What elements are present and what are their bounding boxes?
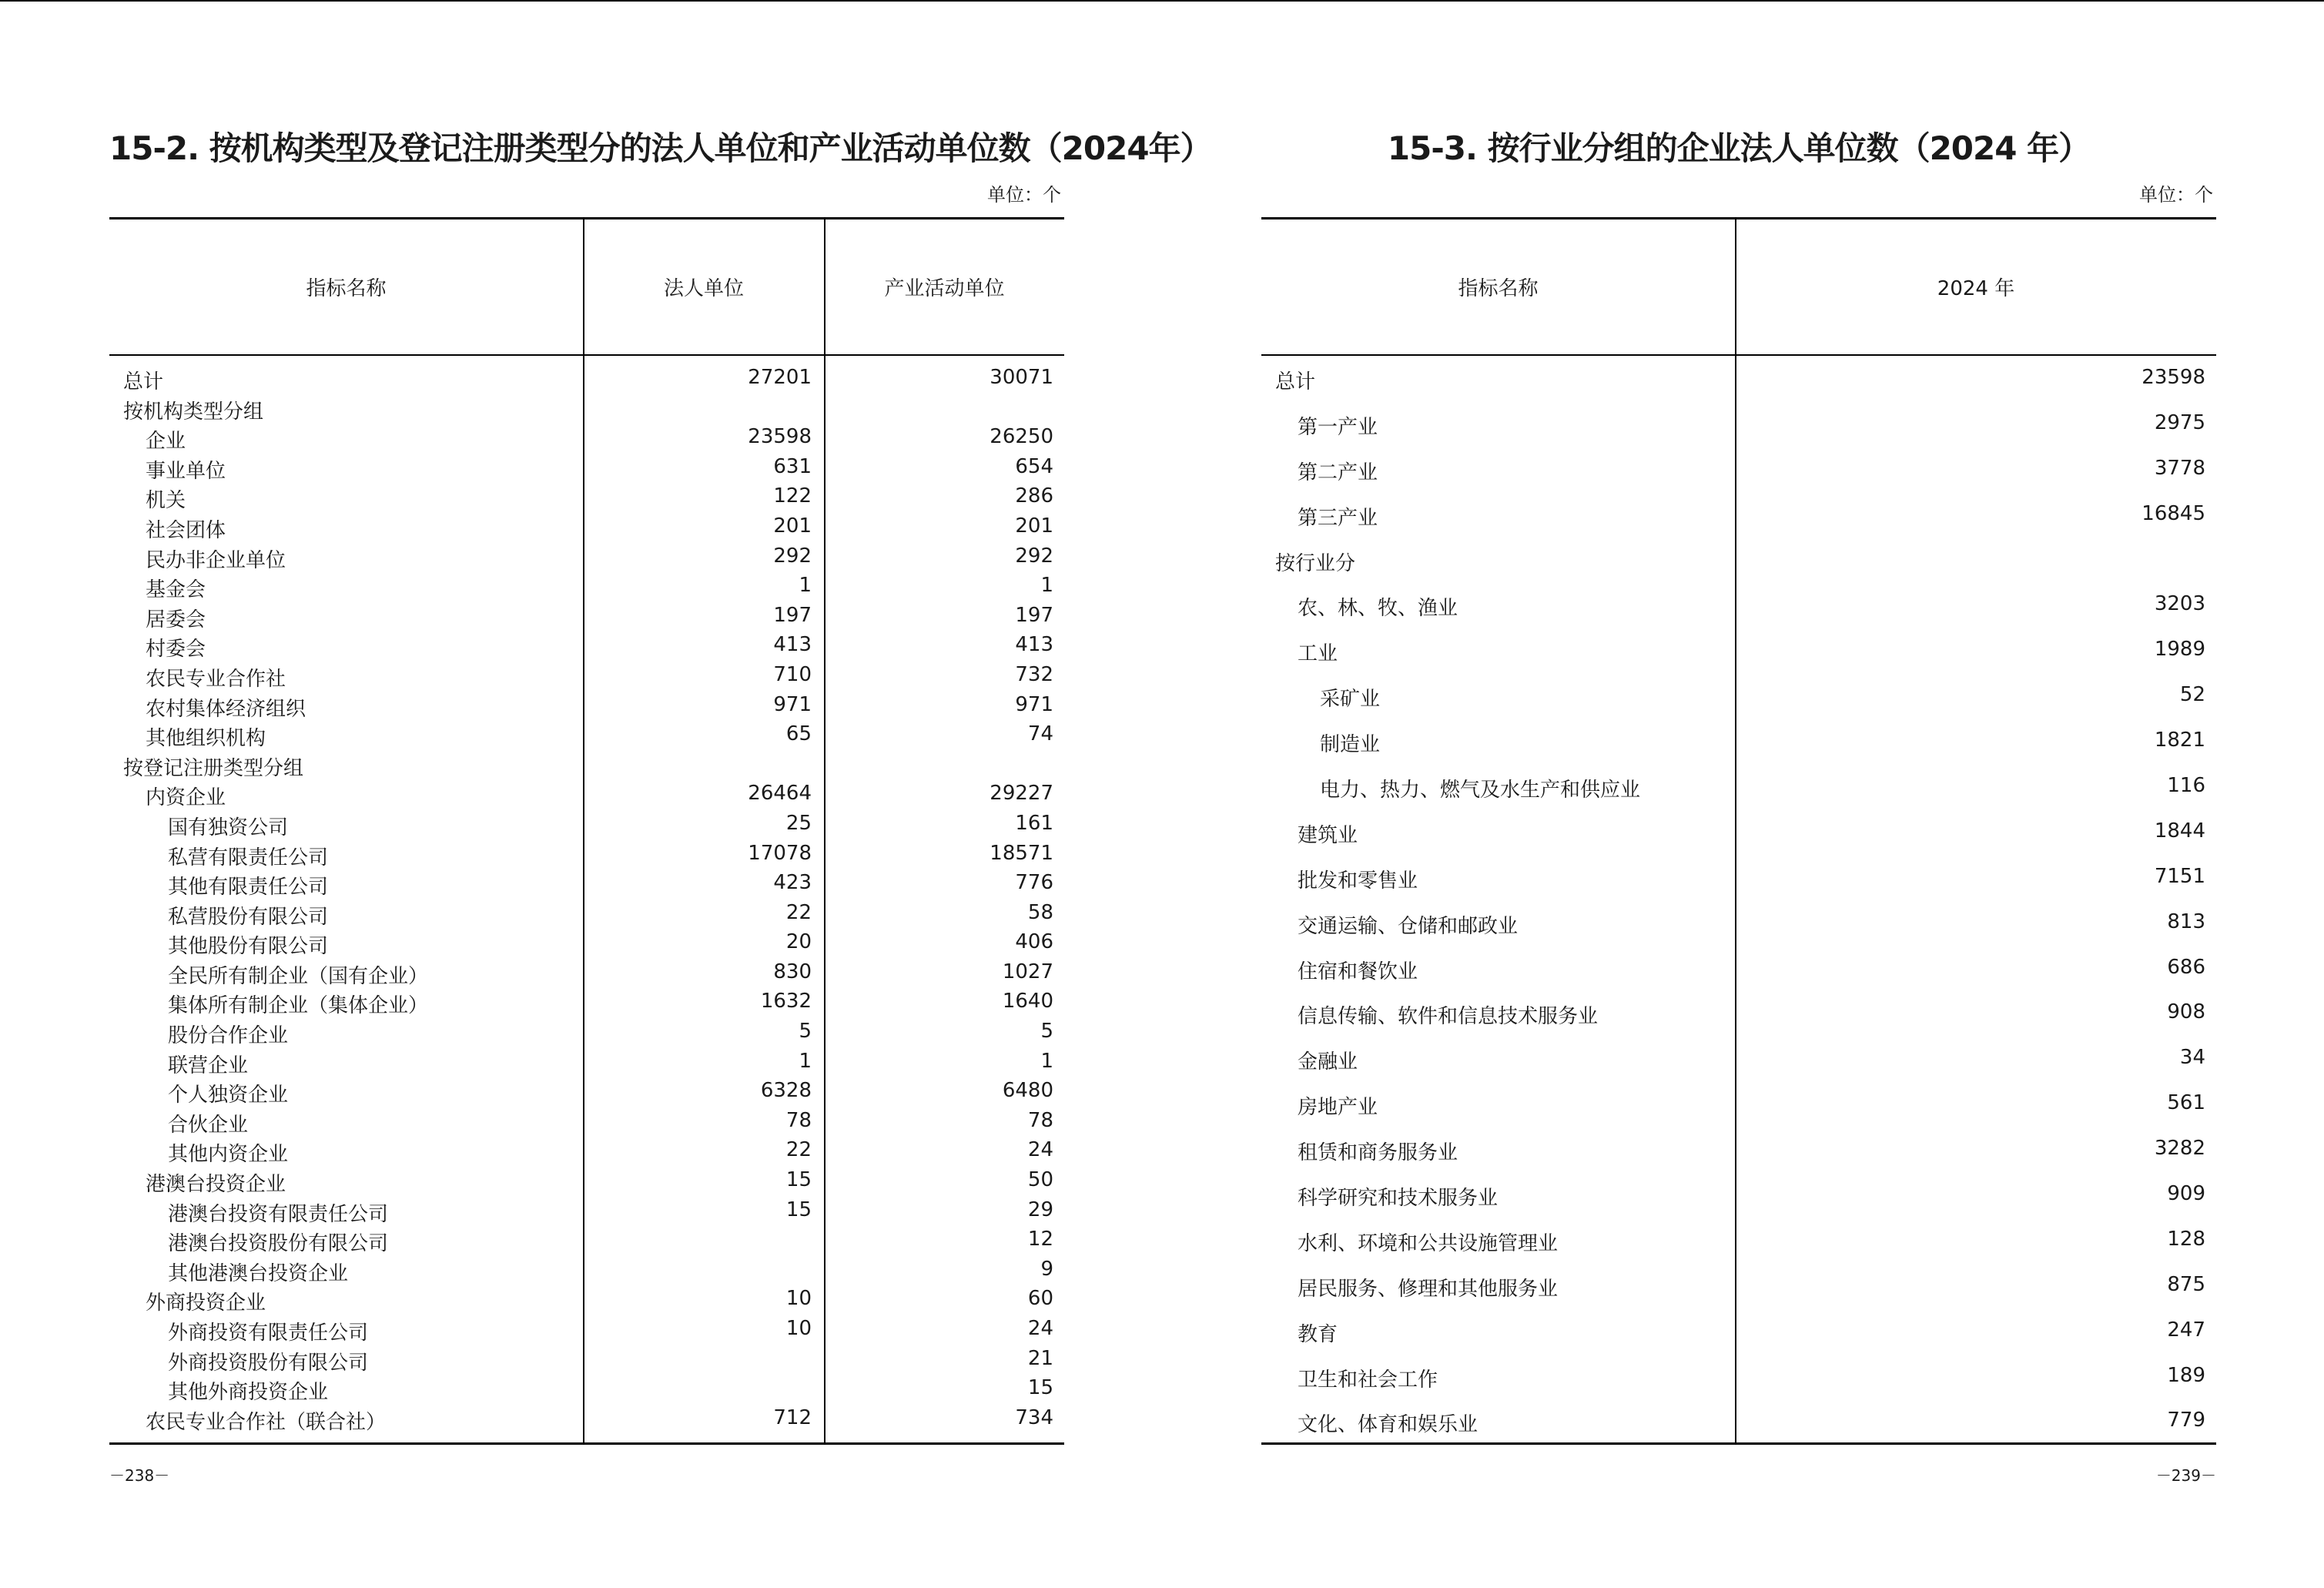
legal-unit-count: 1 [799, 574, 812, 598]
table-row [109, 693, 1064, 723]
activity-unit-count: 29227 [990, 782, 1053, 806]
legal-unit-count: 23598 [748, 425, 812, 449]
enterprise-count: 561 [2167, 1091, 2205, 1115]
activity-unit-count: 734 [1015, 1405, 1053, 1429]
table-row [109, 484, 1064, 514]
table-row [109, 396, 1064, 426]
enterprise-count: 3282 [2154, 1137, 2205, 1161]
table-row [109, 990, 1064, 1020]
row-label: 私营股份有限公司 [168, 905, 329, 929]
activity-unit-count: 18571 [990, 841, 1053, 865]
table-row [1261, 1182, 2216, 1228]
table-row [109, 366, 1064, 396]
row-label: 科学研究和技术服务业 [1298, 1187, 1499, 1211]
row-label: 文化、体育和娱乐业 [1298, 1413, 1478, 1437]
row-label: 教育 [1298, 1322, 1338, 1346]
right-header-indicator: 指标名称 [1458, 277, 1539, 300]
right-page-number: －239－ [2155, 1466, 2216, 1485]
legal-unit-count: 631 [773, 454, 812, 478]
table-row [109, 1198, 1064, 1228]
activity-unit-count: 5 [1040, 1020, 1053, 1044]
table-row [109, 633, 1064, 663]
row-label: 水利、环境和公共设施管理业 [1298, 1231, 1559, 1255]
row-label: 股份合作企业 [168, 1024, 289, 1048]
enterprise-count: 128 [2167, 1227, 2205, 1251]
row-label: 企业 [146, 430, 186, 454]
legal-unit-count: 122 [773, 484, 812, 508]
row-label: 其他有限责任公司 [168, 876, 329, 900]
enterprise-count: 813 [2167, 910, 2205, 933]
table-row [1261, 683, 2216, 729]
enterprise-count: 875 [2167, 1272, 2205, 1296]
row-label: 第二产业 [1298, 461, 1378, 484]
activity-unit-count: 24 [1027, 1138, 1053, 1162]
row-label: 卫生和社会工作 [1298, 1368, 1438, 1392]
row-label: 总计 [1275, 370, 1316, 394]
activity-unit-count: 9 [1040, 1257, 1053, 1281]
table-row [109, 1317, 1064, 1347]
legal-unit-count: 25 [785, 811, 812, 835]
legal-unit-count: 22 [785, 900, 812, 924]
enterprise-count: 779 [2167, 1409, 2205, 1432]
table-row [109, 604, 1064, 634]
legal-unit-count: 423 [773, 871, 812, 895]
row-label: 农民专业合作社（联合社） [146, 1410, 387, 1434]
table-row [109, 1258, 1064, 1288]
row-label: 居民服务、修理和其他服务业 [1298, 1277, 1559, 1301]
table-row [109, 812, 1064, 842]
table-row [109, 1347, 1064, 1377]
row-label: 国有独资公司 [168, 816, 289, 839]
table-row [1261, 502, 2216, 548]
legal-unit-count: 17078 [748, 841, 812, 865]
table-row [1261, 865, 2216, 910]
enterprise-count: 3203 [2154, 592, 2205, 616]
table-row [109, 752, 1064, 782]
row-label: 其他港澳台投资企业 [168, 1261, 349, 1285]
activity-unit-count: 74 [1027, 722, 1053, 746]
row-label: 工业 [1298, 642, 1338, 666]
row-label: 交通运输、仓储和邮政业 [1298, 914, 1519, 938]
legal-unit-count: 65 [785, 722, 812, 746]
table-row [109, 1406, 1064, 1436]
activity-unit-count: 1 [1040, 1049, 1053, 1073]
legal-unit-count: 830 [773, 960, 812, 983]
enterprise-count: 52 [2179, 683, 2205, 707]
enterprise-count: 247 [2167, 1318, 2205, 1342]
row-label: 农村集体经济组织 [146, 697, 306, 721]
table-row [1261, 457, 2216, 502]
left-header-activity-units: 产业活动单位 [884, 277, 1005, 300]
table-row [109, 574, 1064, 604]
enterprise-count: 7151 [2154, 864, 2205, 888]
activity-unit-count: 413 [1015, 633, 1053, 657]
legal-unit-count: 292 [773, 544, 812, 568]
table-row [1261, 366, 2216, 411]
row-label: 按登记注册类型分组 [123, 756, 304, 780]
table-row [1261, 548, 2216, 593]
activity-unit-count: 78 [1027, 1108, 1053, 1132]
row-label: 基金会 [146, 578, 206, 602]
row-label: 机关 [146, 489, 186, 513]
left-header-indicator: 指标名称 [306, 277, 387, 300]
enterprise-count: 116 [2167, 774, 2205, 798]
activity-unit-count: 12 [1027, 1228, 1053, 1251]
row-label: 港澳台投资有限责任公司 [168, 1202, 389, 1226]
activity-unit-count: 21 [1027, 1346, 1053, 1370]
activity-unit-count: 732 [1015, 662, 1053, 686]
enterprise-count: 1989 [2154, 638, 2205, 662]
table-row [1261, 774, 2216, 819]
row-label: 按机构类型分组 [123, 400, 264, 424]
table-row [1261, 819, 2216, 865]
row-label: 事业单位 [146, 459, 226, 483]
legal-unit-count: 5 [799, 1020, 812, 1044]
table-row [1261, 1318, 2216, 1364]
row-label: 农、林、牧、渔业 [1298, 597, 1458, 621]
enterprise-count: 1821 [2154, 729, 2205, 752]
activity-unit-count: 654 [1015, 454, 1053, 478]
table-row [109, 544, 1064, 575]
table-row [109, 1020, 1064, 1050]
table-row [1261, 1046, 2216, 1091]
row-label: 内资企业 [146, 786, 226, 810]
activity-unit-count: 26250 [990, 425, 1053, 449]
row-label: 其他股份有限公司 [168, 935, 329, 959]
legal-unit-count: 710 [773, 662, 812, 686]
activity-unit-count: 15 [1027, 1376, 1053, 1400]
table-row [109, 782, 1064, 812]
right-table-title: 15-3. 按行业分组的企业法人单位数（2024 年） [1387, 129, 2091, 167]
legal-unit-count: 22 [785, 1138, 812, 1162]
legal-unit-count: 712 [773, 1405, 812, 1429]
right-header-rule [1261, 354, 2216, 356]
row-label: 住宿和餐饮业 [1298, 960, 1418, 983]
left-unit-label: 单位：个 [987, 184, 1061, 206]
row-label: 全民所有制企业（国有企业） [168, 964, 429, 988]
activity-unit-count: 24 [1027, 1317, 1053, 1340]
left-table-title: 15-2. 按机构类型及登记注册类型分的法人单位和产业活动单位数（2024年） [109, 129, 1212, 167]
table-row [109, 722, 1064, 752]
table-row [1261, 910, 2216, 956]
row-label: 村委会 [146, 638, 206, 662]
legal-unit-count: 197 [773, 603, 812, 627]
row-label: 合伙企业 [168, 1113, 249, 1137]
row-label: 建筑业 [1298, 823, 1358, 847]
table-row [1261, 1228, 2216, 1273]
left-table-body [109, 366, 1064, 1436]
row-label: 私营有限责任公司 [168, 846, 329, 869]
row-label: 电力、热力、燃气及水生产和供应业 [1320, 779, 1641, 802]
row-label: 房地产业 [1298, 1096, 1378, 1120]
row-label: 社会团体 [146, 518, 226, 542]
activity-unit-count: 50 [1027, 1168, 1053, 1192]
row-label: 外商投资企业 [146, 1292, 266, 1315]
activity-unit-count: 58 [1027, 900, 1053, 924]
enterprise-count: 34 [2179, 1046, 2205, 1070]
table-row [109, 960, 1064, 990]
table-row [109, 1287, 1064, 1317]
row-label: 金融业 [1298, 1050, 1358, 1074]
legal-unit-count: 27201 [748, 366, 812, 389]
table-row [109, 901, 1064, 931]
table-row [109, 871, 1064, 901]
activity-unit-count: 971 [1015, 692, 1053, 716]
activity-unit-count: 406 [1015, 930, 1053, 954]
row-label: 制造业 [1320, 733, 1381, 757]
legal-unit-count: 413 [773, 633, 812, 657]
enterprise-count: 686 [2167, 955, 2205, 979]
table-row [1261, 1137, 2216, 1182]
legal-unit-count: 20 [785, 930, 812, 954]
legal-unit-count: 971 [773, 692, 812, 716]
enterprise-count: 908 [2167, 1000, 2205, 1024]
activity-unit-count: 60 [1027, 1287, 1053, 1311]
table-row [109, 1228, 1064, 1258]
activity-unit-count: 29 [1027, 1198, 1053, 1221]
table-row [109, 663, 1064, 693]
table-row [1261, 1091, 2216, 1137]
legal-unit-count: 10 [785, 1287, 812, 1311]
right-page [1261, 0, 2216, 1588]
table-row [1261, 729, 2216, 774]
table-row [109, 1079, 1064, 1109]
left-bottom-rule [109, 1442, 1064, 1445]
row-label: 集体所有制企业（集体企业） [168, 994, 429, 1018]
row-label: 港澳台投资企业 [146, 1173, 286, 1197]
row-label: 外商投资股份有限公司 [168, 1351, 369, 1375]
activity-unit-count: 197 [1015, 603, 1053, 627]
activity-unit-count: 6480 [1002, 1079, 1053, 1103]
row-label: 港澳台投资股份有限公司 [168, 1232, 389, 1256]
row-label: 按行业分 [1275, 551, 1356, 575]
enterprise-count: 2975 [2154, 410, 2205, 434]
activity-unit-count: 776 [1015, 871, 1053, 895]
activity-unit-count: 1 [1040, 574, 1053, 598]
activity-unit-count: 1027 [1002, 960, 1053, 983]
left-page [109, 0, 1212, 1588]
table-row [1261, 638, 2216, 683]
row-label: 居委会 [146, 608, 206, 632]
enterprise-count: 1844 [2154, 819, 2205, 843]
activity-unit-count: 286 [1015, 484, 1053, 508]
table-row [1261, 592, 2216, 638]
enterprise-count: 189 [2167, 1363, 2205, 1387]
row-label: 信息传输、软件和信息技术服务业 [1298, 1005, 1599, 1029]
table-row [109, 425, 1064, 455]
table-row [109, 1376, 1064, 1406]
table-row [109, 842, 1064, 872]
row-label: 联营企业 [168, 1054, 249, 1077]
right-header-year: 2024 年 [1937, 277, 2015, 300]
table-row [109, 1050, 1064, 1080]
row-label: 民办非企业单位 [146, 548, 286, 572]
row-label: 租赁和商务服务业 [1298, 1141, 1458, 1165]
table-row [1261, 1273, 2216, 1318]
row-label: 批发和零售业 [1298, 869, 1418, 893]
row-label: 总计 [123, 370, 164, 394]
table-row [109, 1138, 1064, 1168]
right-table-body [1261, 366, 2216, 1454]
legal-unit-count: 26464 [748, 782, 812, 806]
activity-unit-count: 161 [1015, 811, 1053, 835]
legal-unit-count: 15 [785, 1168, 812, 1192]
row-label: 第三产业 [1298, 506, 1378, 530]
table-row [1261, 956, 2216, 1001]
legal-unit-count: 6328 [760, 1079, 812, 1103]
row-label: 农民专业合作社 [146, 667, 286, 691]
row-label: 外商投资有限责任公司 [168, 1322, 369, 1345]
row-label: 个人独资企业 [168, 1084, 289, 1107]
enterprise-count: 909 [2167, 1182, 2205, 1206]
legal-unit-count: 78 [785, 1108, 812, 1132]
table-row [1261, 1409, 2216, 1454]
left-page-number: －238－ [109, 1466, 170, 1485]
legal-unit-count: 1632 [760, 990, 812, 1013]
activity-unit-count: 292 [1015, 544, 1053, 568]
table-row [109, 930, 1064, 960]
legal-unit-count: 1 [799, 1049, 812, 1073]
table-row [1261, 1000, 2216, 1046]
legal-unit-count: 15 [785, 1198, 812, 1221]
table-row [109, 1109, 1064, 1139]
enterprise-count: 3778 [2154, 456, 2205, 480]
activity-unit-count: 201 [1015, 514, 1053, 538]
table-row [109, 514, 1064, 544]
table-row [1261, 411, 2216, 457]
enterprise-count: 23598 [2141, 366, 2205, 389]
right-unit-label: 单位：个 [2139, 184, 2213, 206]
table-row [109, 455, 1064, 485]
row-label: 第一产业 [1298, 415, 1378, 439]
row-label: 其他内资企业 [168, 1143, 289, 1167]
legal-unit-count: 201 [773, 514, 812, 538]
activity-unit-count: 30071 [990, 366, 1053, 389]
table-row [1261, 1364, 2216, 1409]
activity-unit-count: 1640 [1002, 990, 1053, 1013]
enterprise-count: 16845 [2141, 501, 2205, 525]
legal-unit-count: 10 [785, 1317, 812, 1340]
table-row [109, 1168, 1064, 1198]
left-header-rule [109, 354, 1064, 356]
row-label: 其他外商投资企业 [168, 1381, 329, 1405]
row-label: 其他组织机构 [146, 727, 266, 751]
left-header-legal-units: 法人单位 [663, 277, 744, 300]
right-bottom-rule [1261, 1442, 2216, 1445]
row-label: 采矿业 [1320, 688, 1381, 712]
